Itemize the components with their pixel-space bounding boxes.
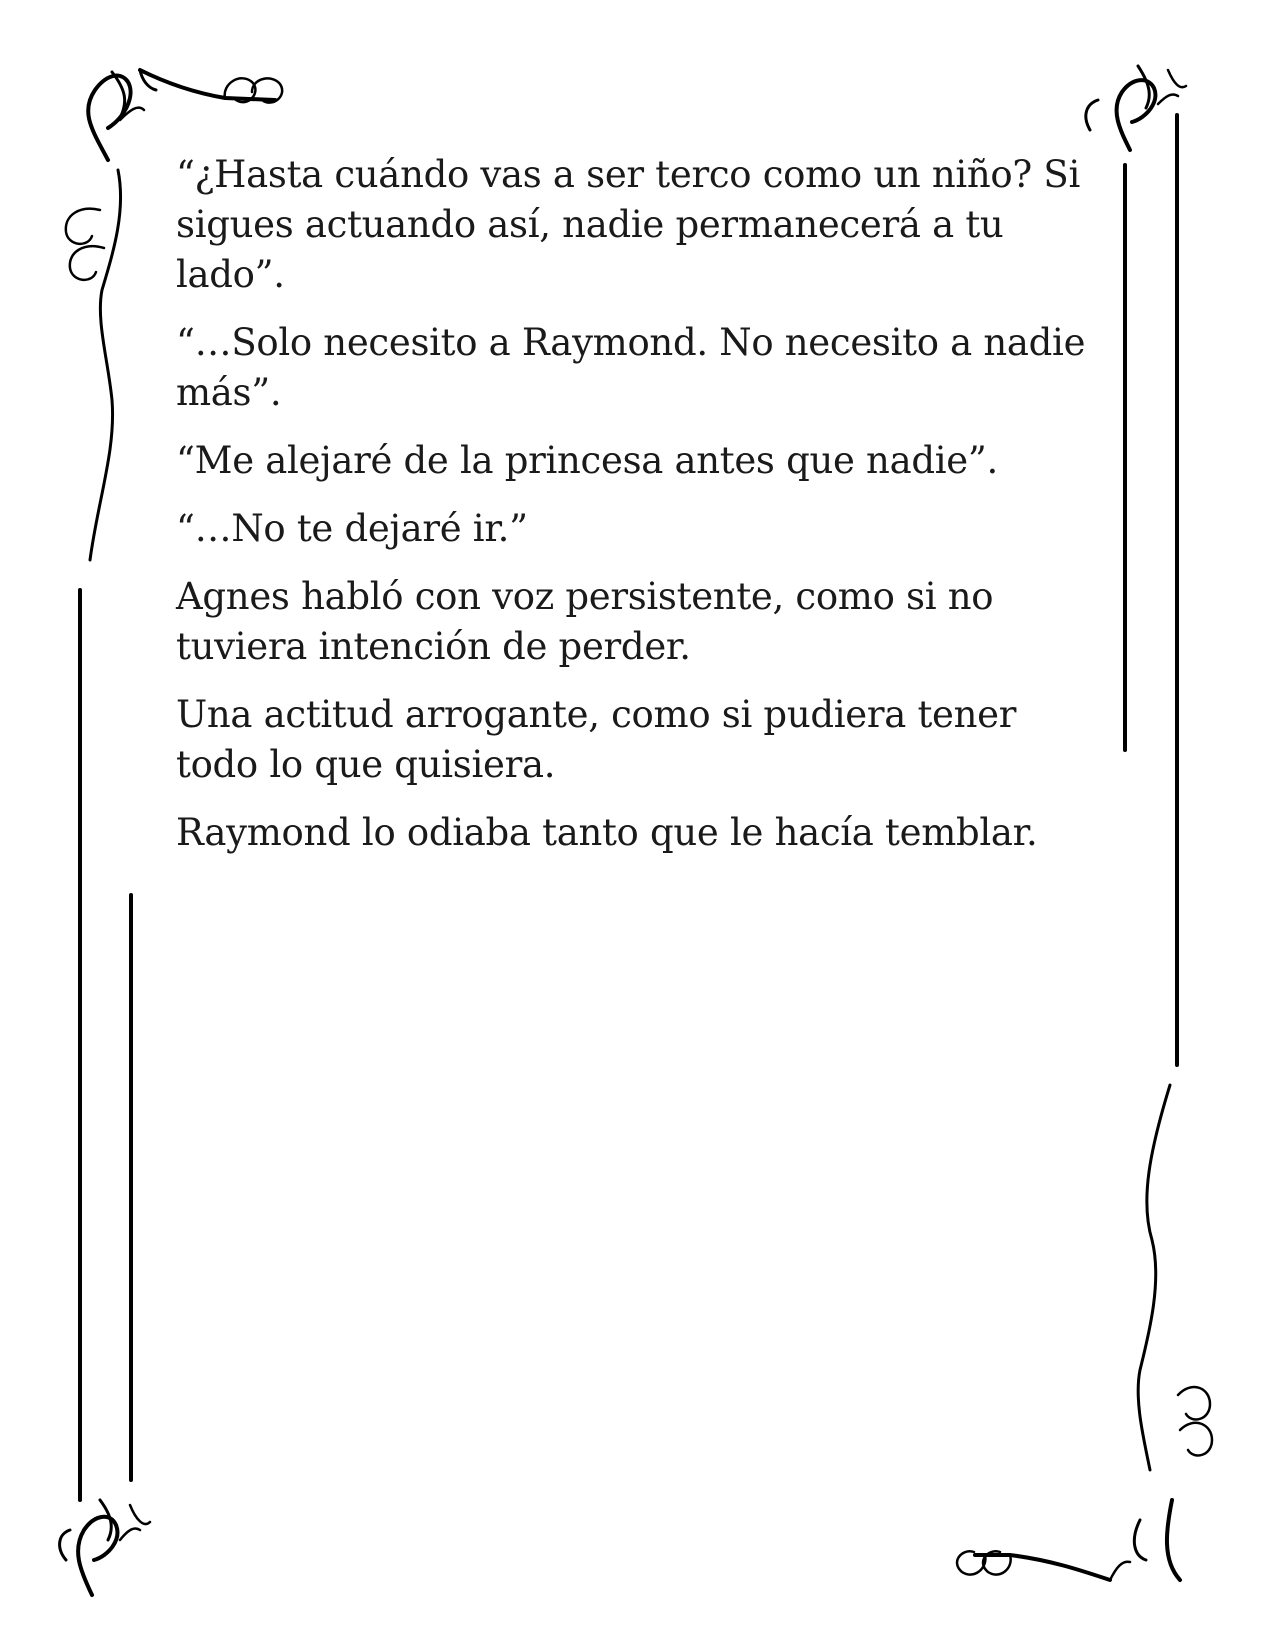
paragraph-4: “…No te dejaré ir.”: [176, 507, 528, 550]
paragraph-7: Raymond lo odiaba tanto que le hacía temblar.: [176, 811, 1038, 854]
paragraph-6: Una actitud arrogante, como si pudiera tener todo lo que quisiera.: [176, 693, 1017, 786]
paragraph-1: “¿Hasta cuándo vas a ser terco como un niño? Si sigues actuando así, nadie permanecerá a tu lado”.: [176, 153, 1080, 296]
paragraph-2: “…Solo necesito a Raymond. No necesito a nadie más”.: [176, 321, 1086, 414]
paragraph-5: Agnes habló con voz persistente, como si no tuviera intención de perder.: [176, 575, 994, 668]
bottom-right-flourish-icon: [957, 1085, 1212, 1580]
top-right-flourish-icon: [1086, 66, 1186, 150]
document-body: [176, 150, 1096, 876]
bottom-left-flourish-icon: [60, 1500, 150, 1595]
paragraph-3: “Me alejaré de la princesa antes que nadie”.: [176, 439, 998, 482]
